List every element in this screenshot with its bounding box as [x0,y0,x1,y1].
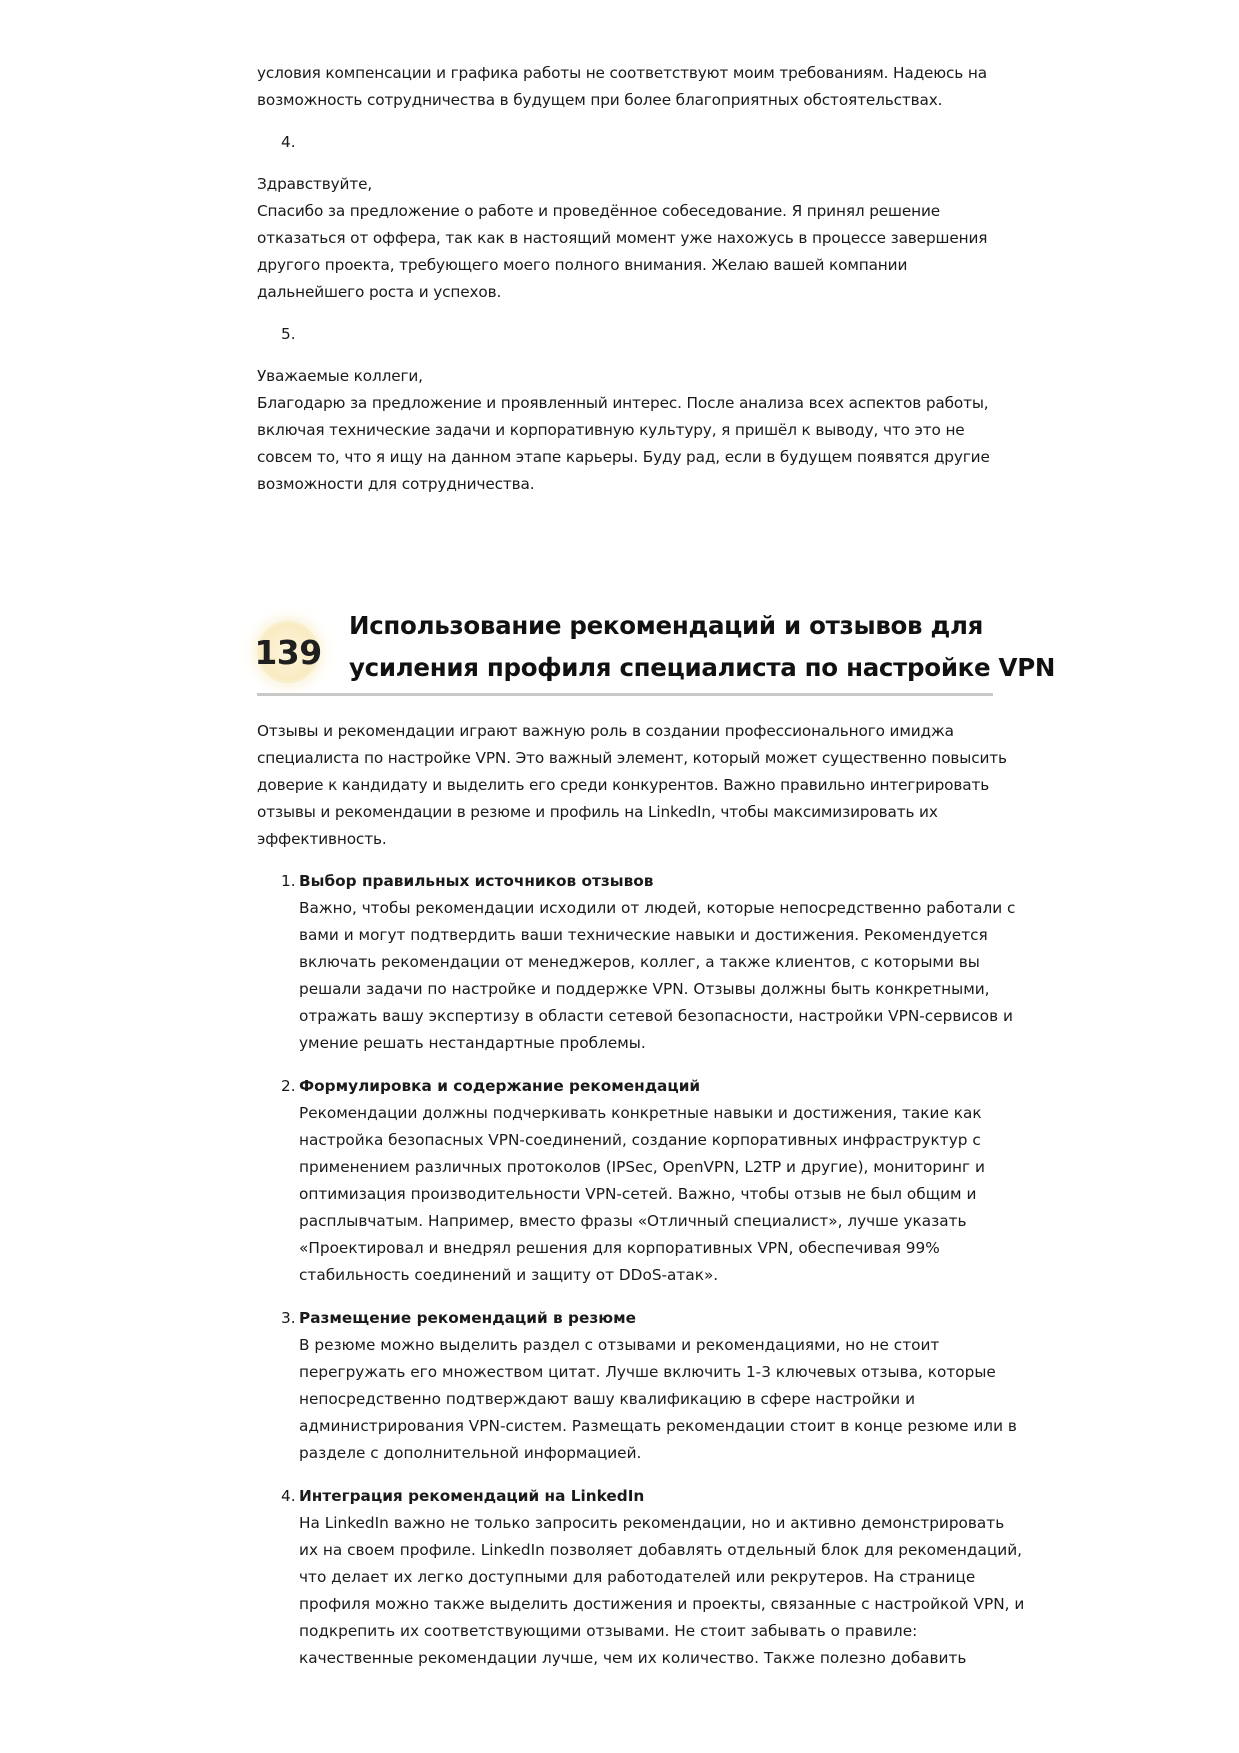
paragraph-line: Благодарю за предложение и проявленный интерес. После анализа всех аспектов работы, [257,394,989,412]
intro-paragraph [257,718,1007,853]
list-item [281,1305,1017,1467]
letter-greeting: Здравствуйте, [257,175,373,193]
paragraph-line: расплывчатым. Например, вместо фразы «Отличный специалист», лучше указать [299,1212,967,1230]
letter-number: 5. [281,325,296,343]
list-item-index: 3. [281,1309,296,1327]
paragraph-line: отражать вашу экспертизу в области сетевой безопасности, настройки VPN-сервисов и [299,1007,1013,1025]
paragraph-line: включать рекомендации от менеджеров, коллег, а также клиентов, с которыми вы [299,953,980,971]
paragraph-line: возможности для сотрудничества. [257,475,535,493]
chapter-divider [257,693,993,696]
letter-greeting: Уважаемые коллеги, [257,367,423,385]
chapter-heading [254,611,1056,718]
paragraph-line: непосредственно подтверждают вашу квалификацию в сфере настройки и [299,1390,916,1408]
paragraph-line: решали задачи по настройке и поддержке VPN. Отзывы должны быть конкретными, [299,980,990,998]
chapter-title-line: усиления профиля специалиста по настройке VPN [349,653,1056,682]
paragraph-line: настройка безопасных VPN-соединений, создание корпоративных инфраструктур с [299,1131,981,1149]
paragraph-line: их на своем профиле. LinkedIn позволяет добавлять отдельный блок для рекомендаций, [299,1541,1023,1559]
chapter-title [349,605,1056,689]
paragraph-line: другого проекта, требующего моего полного внимания. Желаю вашей компании [257,256,908,274]
page-content [254,60,1056,1688]
paragraph-line: вами и могут подтвердить ваши технические навыки и достижения. Рекомендуется [299,926,988,944]
paragraph-line: специалиста по настройке VPN. Это важный элемент, который может существенно повысить [257,749,1007,767]
paragraph-line: возможность сотрудничества в будущем при более благоприятных обстоятельствах. [257,91,943,109]
paragraph-line: В резюме можно выделить раздел с отзывами и рекомендациями, но не стоит [299,1336,940,1354]
paragraph-line: разделе с дополнительной информацией. [299,1444,642,1462]
letter-number: 4. [281,133,296,151]
paragraph-line: условия компенсации и графика работы не соответствуют моим требованиям. Надеюсь на [257,64,987,82]
numbered-list [281,868,1025,1672]
paragraph-line: Отзывы и рекомендации играют важную роль в создании профессионального имиджа [257,722,954,740]
paragraph-line: дальнейшего роста и успехов. [257,283,502,301]
list-item-index: 4. [281,1487,296,1505]
letter-4 [257,171,997,306]
list-item [281,1483,1025,1672]
paragraph-line: Важно, чтобы рекомендации исходили от людей, которые непосредственно работали с [299,899,1016,917]
paragraph-line: На LinkedIn важно не только запросить рекомендации, но и активно демонстрировать [299,1514,1005,1532]
paragraph-line: подкрепить их соответствующими отзывами. Не стоит забывать о правиле: [299,1622,918,1640]
paragraph-line: доверие к кандидату и выделить его среди конкурентов. Важно правильно интегрировать [257,776,990,794]
chapter-title-line: Использование рекомендаций и отзывов для [349,611,984,640]
paragraph-line: оптимизация производительности VPN-сетей. Важно, чтобы отзыв не был общим и [299,1185,977,1203]
paragraph-line: «Проектировал и внедрял решения для корпоративных VPN, обеспечивая 99% [299,1239,940,1257]
paragraph-line: что делает их легко доступными для работодателей или рекрутеров. На странице [299,1568,976,1586]
paragraph-line: применением различных протоколов (IPSec, OpenVPN, L2TP и другие), мониторинг и [299,1158,985,1176]
list-item [281,1073,997,1289]
list-item-index: 1. [281,872,296,890]
paragraph-line: умение решать нестандартные проблемы. [299,1034,646,1052]
list-item-title: Формулировка и содержание рекомендаций [299,1077,701,1095]
paragraph-line: включая технические задачи и корпоративную культуру, я пришёл к выводу, что это не [257,421,965,439]
paragraph-line: стабильность соединений и защиту от DDoS-атак». [299,1266,719,1284]
paragraph-line: отзывы и рекомендации в резюме и профиль на LinkedIn, чтобы максимизировать их [257,803,938,821]
paragraph-line: администрирования VPN-систем. Размещать рекомендации стоит в конце резюме или в [299,1417,1017,1435]
paragraph-line: перегружать его множеством цитат. Лучше включить 1-3 ключевых отзыва, которые [299,1363,996,1381]
list-item-title: Интеграция рекомендаций на LinkedIn [299,1487,645,1505]
list-item [281,868,1016,1057]
paragraph-line: совсем то, что я ищу на данном этапе карьеры. Буду рад, если в будущем появятся другие [257,448,990,466]
top-paragraph [257,60,997,114]
paragraph-line: отказаться от оффера, так как в настоящий момент уже нахожусь в процессе завершения [257,229,988,247]
paragraph-line: эффективность. [257,830,387,848]
paragraph-line: профиля можно также выделить достижения и проекты, связанные с настройкой VPN, и [299,1595,1025,1613]
list-item-title: Размещение рекомендаций в резюме [299,1309,636,1327]
list-item-title: Выбор правильных источников отзывов [299,872,654,890]
paragraph-line: Рекомендации должны подчеркивать конкретные навыки и достижения, такие как [299,1104,982,1122]
letter-5 [257,363,997,498]
chapter-number-badge: 139 [257,621,319,683]
paragraph-line: качественные рекомендации лучше, чем их количество. Также полезно добавить [299,1649,967,1667]
list-item-index: 2. [281,1077,296,1095]
paragraph-line: Спасибо за предложение о работе и проведённое собеседование. Я принял решение [257,202,941,220]
